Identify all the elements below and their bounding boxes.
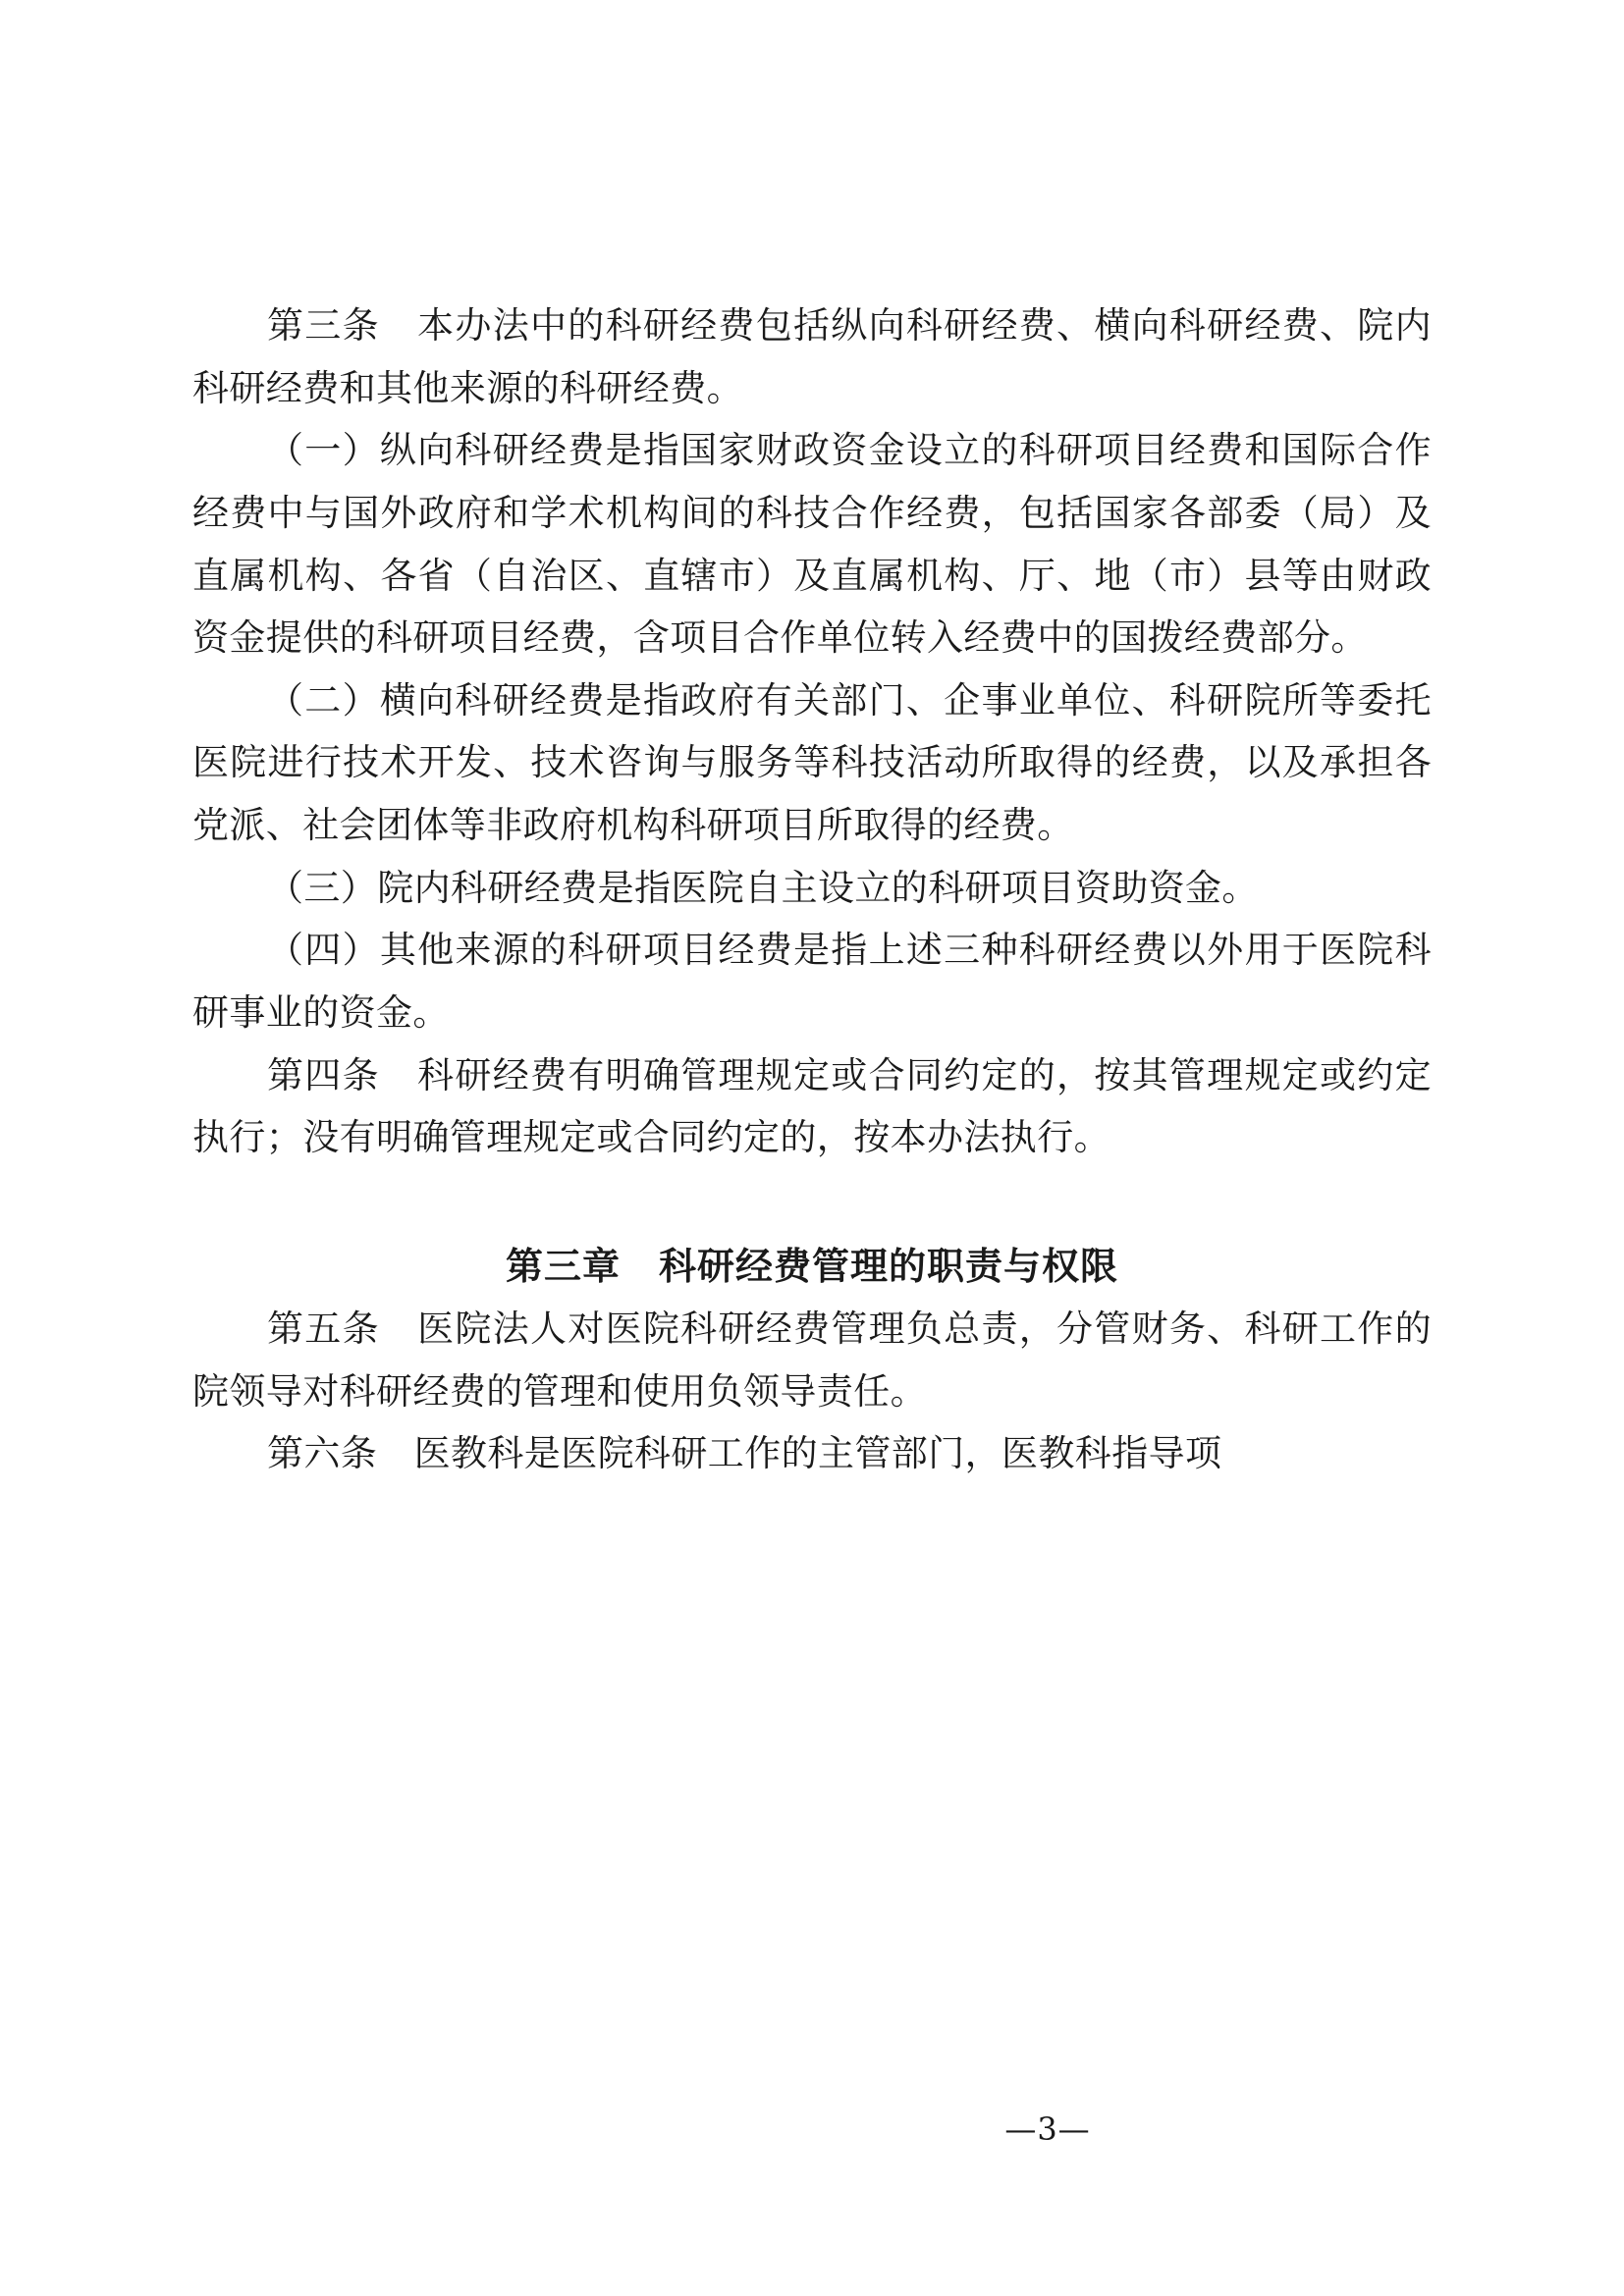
chapter-heading: 第三章 科研经费管理的职责与权限	[505, 1243, 1118, 1288]
document-body	[192, 294, 1432, 1485]
paragraph-article-6: 第六条 医教科是医院科研工作的主管部门，医教科指导项	[267, 1432, 1222, 1475]
page-number	[0, 2110, 1624, 2148]
paragraph-article-3: 第三条 本办法中的科研经费包括纵向科研经费、横向科研经费、院内科研经费和其他来源的科研经费。	[192, 304, 1432, 409]
paragraph-article-4: 第四条 科研经费有明确管理规定或合同约定的，按其管理规定或约定执行；没有明确管理规定或合同约定的，按本办法执行。	[192, 1053, 1432, 1159]
page-number-value: —3—	[1004, 2110, 1091, 2148]
paragraph-item-3: （三）院内科研经费是指医院自主设立的科研项目资助资金。	[267, 866, 1259, 909]
section-spacer	[192, 1169, 1432, 1234]
paragraph-item-1: （一）纵向科研经费是指国家财政资金设立的科研项目经费和国际合作经费中与国外政府和学术机构间的科技合作经费，包括国家各部委（局）及直属机构、各省（自治区、直辖市）及直属机构、厅、地（市）县等由财政资金提供的科研项目经费，含项目合作单位转入经费中的国拨经费部分。	[192, 429, 1432, 660]
paragraph-item-4: （四）其他来源的科研项目经费是指上述三种科研经费以外用于医院科研事业的资金。	[192, 929, 1432, 1034]
paragraph-item-2: （二）横向科研经费是指政府有关部门、企事业单位、科研院所等委托医院进行技术开发、技术咨询与服务等科技活动所取得的经费，以及承担各党派、社会团体等非政府机构科研项目所取得的经费。	[192, 678, 1432, 846]
paragraph-article-5: 第五条 医院法人对医院科研经费管理负总责，分管财务、科研工作的院领导对科研经费的管理和使用负领导责任。	[192, 1308, 1432, 1413]
